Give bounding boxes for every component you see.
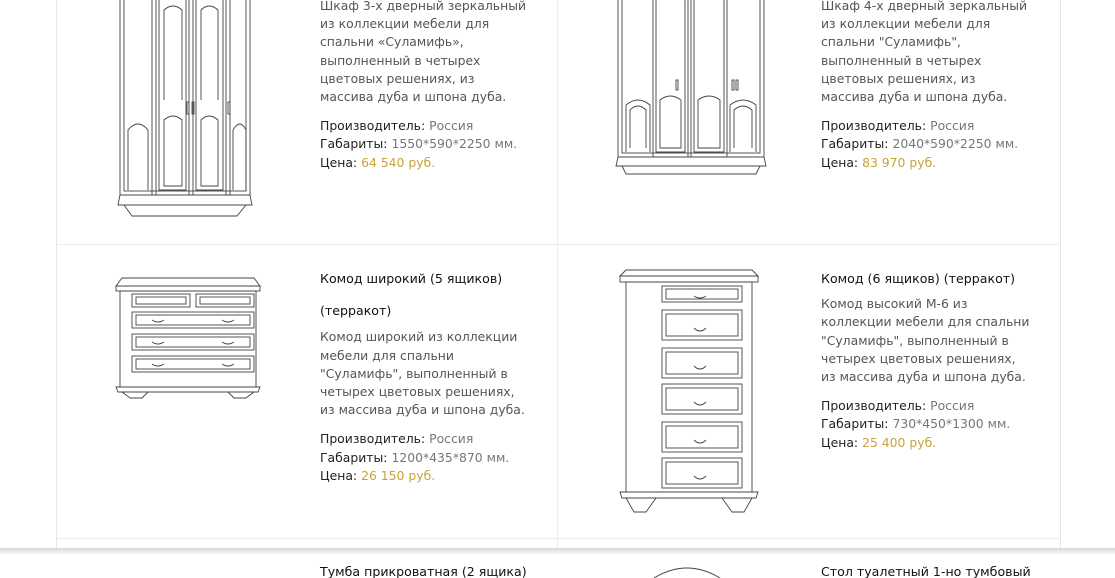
dimensions-label: Габариты: bbox=[821, 416, 889, 432]
product-meta bbox=[821, 117, 1031, 172]
dimensions-value: 1200*435*870 мм. bbox=[391, 449, 510, 465]
product-title-dressing-table[interactable]: Стол туалетный 1-но тумбовый bbox=[821, 564, 1031, 578]
product-subtitle: (терракот) bbox=[320, 303, 392, 319]
product-title[interactable]: Комод широкий (5 ящиков) bbox=[320, 271, 503, 286]
product-image-wardrobe-4[interactable] bbox=[612, 0, 770, 180]
product-image-chest-tall[interactable] bbox=[616, 266, 762, 518]
manufacturer-value: Россия bbox=[429, 118, 474, 134]
product-image-chest-wide[interactable] bbox=[112, 276, 264, 400]
product-description: Шкаф 4-х дверный зеркальный из коллекции мебели для спальни "Суламифь", выполненный в четырех цветовых решениях, из массива дуба и шпона дуба. bbox=[821, 0, 1028, 105]
manufacturer-label: Производитель: bbox=[821, 398, 927, 414]
product-meta bbox=[821, 397, 1031, 452]
product-meta bbox=[320, 430, 530, 485]
price-value: 83 970 руб. bbox=[862, 154, 937, 170]
product-image-dressing-table[interactable] bbox=[652, 562, 722, 578]
dimensions-label: Габариты: bbox=[320, 449, 388, 465]
product-meta bbox=[320, 117, 530, 172]
dimensions-value: 730*450*1300 мм. bbox=[892, 416, 1011, 432]
manufacturer-value: Россия bbox=[429, 431, 474, 447]
column-divider bbox=[557, 0, 558, 578]
dimensions-label: Габариты: bbox=[320, 136, 388, 152]
row-divider bbox=[56, 538, 1059, 539]
manufacturer-label: Производитель: bbox=[320, 118, 426, 134]
product-card-chest-wide bbox=[320, 270, 530, 485]
product-title[interactable]: Комод (6 ящиков) (терракот) bbox=[821, 271, 1016, 286]
price-value: 64 540 руб. bbox=[361, 154, 436, 170]
manufacturer-label: Производитель: bbox=[320, 431, 426, 447]
product-description: Комод широкий из коллекции мебели для спальни "Суламифь", выполненный в четырех цветовых решениях, из массива дуба и шпона дуба. bbox=[320, 329, 525, 418]
price-label: Цена: bbox=[320, 154, 358, 170]
dimensions-value: 2040*590*2250 мм. bbox=[892, 136, 1019, 152]
row-divider bbox=[56, 244, 1059, 245]
price-value: 25 400 руб. bbox=[862, 434, 937, 450]
product-title-nightstand[interactable]: Тумба прикроватная (2 ящика) bbox=[320, 564, 527, 578]
product-card-wardrobe-3 bbox=[320, 0, 530, 172]
product-description: Шкаф 3-х дверный зеркальный из коллекции мебели для спальни «Суламифь», выполненный в четырех цветовых решениях, из массива дуба и шпона дуба. bbox=[320, 0, 527, 105]
dimensions-label: Габариты: bbox=[821, 136, 889, 152]
manufacturer-value: Россия bbox=[930, 118, 975, 134]
product-image-wardrobe-3[interactable] bbox=[112, 0, 262, 218]
product-card-chest-tall bbox=[821, 270, 1031, 452]
product-card-wardrobe-4 bbox=[821, 0, 1031, 172]
manufacturer-label: Производитель: bbox=[821, 118, 927, 134]
price-label: Цена: bbox=[821, 434, 859, 450]
product-description: Комод высокий М-6 из коллекции мебели для спальни "Суламифь", выполненный в четырех цветовых решениях, из массива дуба и шпона дуба. bbox=[821, 296, 1030, 385]
price-label: Цена: bbox=[320, 467, 358, 483]
dimensions-value: 1550*590*2250 мм. bbox=[391, 136, 518, 152]
price-value: 26 150 руб. bbox=[361, 467, 436, 483]
manufacturer-value: Россия bbox=[930, 398, 975, 414]
price-label: Цена: bbox=[821, 154, 859, 170]
